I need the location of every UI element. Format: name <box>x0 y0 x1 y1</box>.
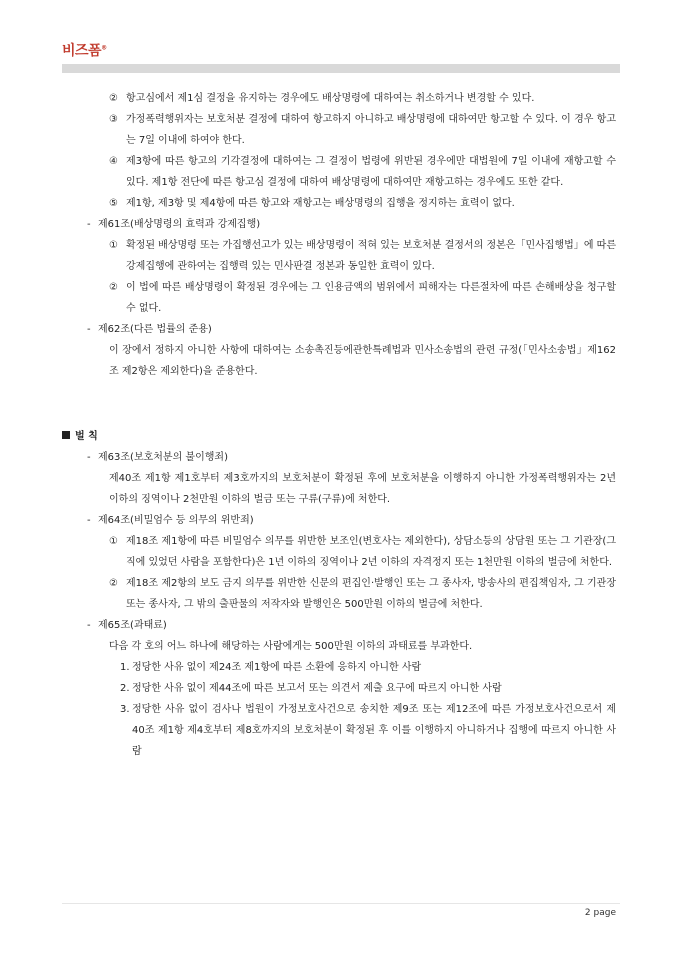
paragraph-item <box>62 109 620 151</box>
paragraph-item <box>62 88 620 109</box>
item-text: 정당한 사유 없이 제24조 제1항에 따른 소환에 응하지 아니한 사람 <box>132 662 422 673</box>
list-item <box>62 657 620 678</box>
square-bullet-icon <box>62 431 70 439</box>
article-62 <box>62 319 620 382</box>
item-number: ② <box>109 282 118 293</box>
document-body <box>62 88 620 762</box>
article-title: - 제64조(비밀엄수 등 의무의 위반죄) <box>87 515 254 526</box>
item-number: ④ <box>109 156 118 167</box>
item-number: ⑤ <box>109 198 118 209</box>
item-number: 3. <box>120 704 130 715</box>
article-61 <box>62 214 620 319</box>
paragraph-item <box>62 277 620 319</box>
item-text: 확정된 배상명령 또는 가집행선고가 있는 배상명령이 적혀 있는 보호처분 결정서의 정본은「민사집행법」에 따른 강제집행에 관하여는 집행력 있는 민사판결 정본과 동일한 효력이 있다. <box>126 240 616 272</box>
item-text: 제3항에 따른 항고의 기각결정에 대하여는 그 결정이 법령에 위반된 경우에만 대법원에 7일 이내에 재항고할 수 있다. 제1항 전단에 따른 항고심 결정에 대하여 배상명령에 대하여만 재항고하는 경우에도 또한 같다. <box>126 156 616 188</box>
article-title-text: 제61조(배상명령의 효력과 강제집행) <box>98 219 261 230</box>
item-text: 제18조 제1항에 따른 비밀엄수 의무를 위반한 보조인(변호사는 제외한다), 상담소등의 상담원 또는 그 기관장(그 직에 있었던 사람을 포함한다)은 1년 이하의 징역이나 2년 이하의 자격정지 또는 1천만원 이하의 벌금에 처한다. <box>126 536 616 568</box>
logo-registered-mark: ® <box>101 44 107 52</box>
section-heading-text: 벌 칙 <box>75 431 98 442</box>
article-body: 제40조 제1항 제1호부터 제3호까지의 보호처분이 확정된 후에 보호처분을 이행하지 아니한 가정폭력행위자는 2년 이하의 징역이나 2천만원 이하의 벌금 또는 구류(구류)에 처한다. <box>109 473 616 505</box>
article-title: - 제61조(배상명령의 효력과 강제집행) <box>87 219 261 230</box>
item-number: ② <box>109 93 118 104</box>
logo-text: 비즈폼 <box>62 43 102 59</box>
article-title: - 제62조(다른 법률의 준용) <box>87 324 212 335</box>
article-title: - 제63조(보호처분의 불이행죄) <box>87 452 228 463</box>
article-64 <box>62 510 620 615</box>
item-number: 2. <box>120 683 130 694</box>
item-text: 제18조 제2항의 보도 금지 의무를 위반한 신문의 편집인·발행인 또는 그 종사자, 방송사의 편집책임자, 그 기관장 또는 종사자, 그 밖의 출판물의 저작자와 발행인은 500만원 이하의 벌금에 처한다. <box>126 578 616 610</box>
header-bar <box>62 64 620 73</box>
paragraph-item <box>62 235 620 277</box>
page-number: 2 page <box>584 908 616 918</box>
footer-divider <box>62 903 620 904</box>
article-body: 이 장에서 정하지 아니한 사항에 대하여는 소송촉진등에관한특례법과 민사소송법의 관련 규정(「민사소송법」제162조 제2항은 제외한다)을 준용한다. <box>109 345 616 377</box>
item-text: 항고심에서 제1심 결정을 유지하는 경우에도 배상명령에 대하여는 취소하거나 변경할 수 있다. <box>126 93 535 104</box>
article-title: - 제65조(과태료) <box>87 620 167 631</box>
article-title-text: 제62조(다른 법률의 준용) <box>98 324 212 335</box>
item-text: 정당한 사유 없이 제44조에 따른 보고서 또는 의견서 제출 요구에 따르지 아니한 사람 <box>132 683 502 694</box>
article-65 <box>62 615 620 762</box>
paragraph-item <box>62 151 620 193</box>
item-text: 이 법에 따른 배상명령이 확정된 경우에는 그 인용금액의 범위에서 피해자는 다른절차에 따른 손해배상을 청구할 수 없다. <box>126 282 616 314</box>
item-number: ③ <box>109 114 118 125</box>
section-heading <box>62 426 620 447</box>
item-number: ① <box>109 536 118 547</box>
article-title-text: 제64조(비밀엄수 등 의무의 위반죄) <box>98 515 254 526</box>
item-text: 정당한 사유 없이 검사나 법원이 가정보호사건으로 송치한 제9조 또는 제12조에 따른 가정보호사건으로서 제40조 제1항 제4호부터 제8호까지의 보호처분이 확정된 후 이를 이행하지 아니하거나 집행에 따르지 아니한 사람 <box>132 704 616 757</box>
item-text: 가정폭력행위자는 보호처분 결정에 대하여 항고하지 아니하고 배상명령에 대하여만 항고할 수 있다. 이 경우 항고는 7일 이내에 하여야 한다. <box>126 114 616 146</box>
item-number: ① <box>109 240 118 251</box>
item-number: ② <box>109 578 118 589</box>
article-63 <box>62 447 620 510</box>
item-text: 제1항, 제3항 및 제4항에 따른 항고와 재항고는 배상명령의 집행을 정지하는 효력이 없다. <box>126 198 515 209</box>
paragraph-item <box>62 193 620 214</box>
paragraph-item <box>62 573 620 615</box>
item-number: 1. <box>120 662 130 673</box>
brand-logo <box>62 40 107 60</box>
article-title-text: 제63조(보호처분의 불이행죄) <box>98 452 228 463</box>
article-60-continued <box>62 88 620 214</box>
article-body: 다음 각 호의 어느 하나에 해당하는 사람에게는 500만원 이하의 과태료를 부과한다. <box>109 641 473 652</box>
article-title-text: 제65조(과태료) <box>98 620 167 631</box>
list-item <box>62 678 620 699</box>
paragraph-item <box>62 531 620 573</box>
list-item <box>62 699 620 762</box>
